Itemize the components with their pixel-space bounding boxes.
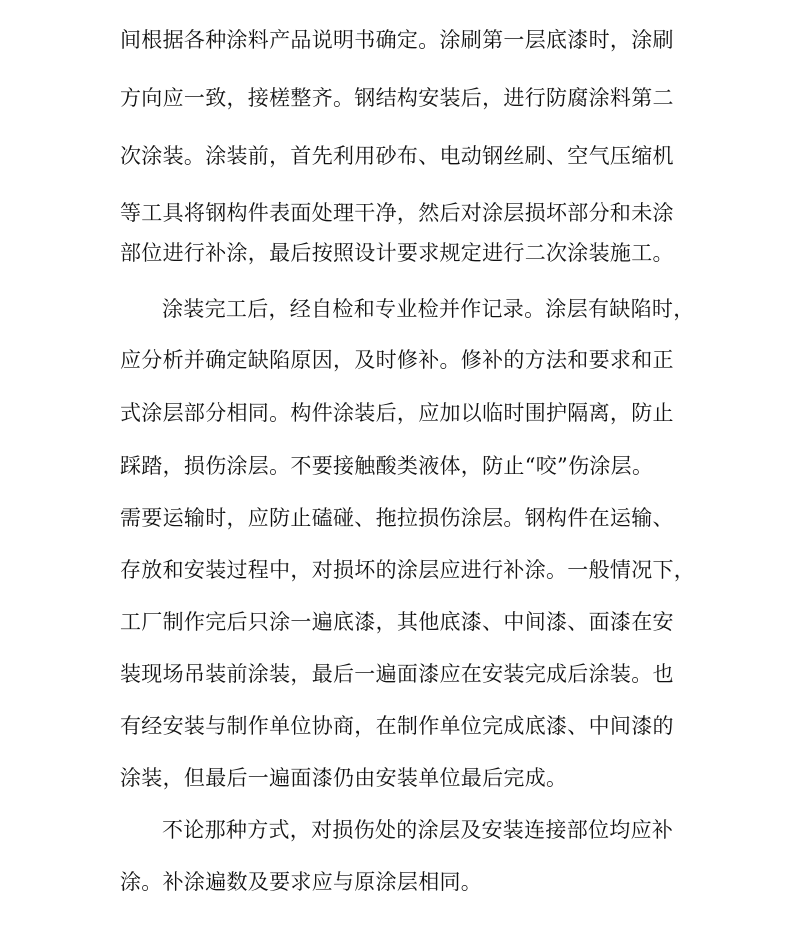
- text-line: 工厂制作完后只涂一遍底漆，其他底漆、中间漆、面漆在安: [120, 610, 674, 634]
- text-line: 方向应一致，接槎整齐。钢结构安装后，进行防腐涂料第二: [120, 86, 674, 110]
- text-line: 部位进行补涂，最后按照设计要求规定进行二次涂装施工。: [120, 241, 674, 265]
- text-line: 需要运输时，应防止磕碰、拖拉损伤涂层。钢构件在运输、: [120, 506, 674, 530]
- text-line: 涂。补涂遍数及要求应与原涂层相同。: [120, 870, 483, 894]
- text-line: 装现场吊装前涂装，最后一遍面漆应在安装完成后涂装。也: [120, 662, 674, 686]
- text-line: 应分析并确定缺陷原因，及时修补。修补的方法和要求和正: [120, 348, 674, 372]
- text-line: 次涂装。涂装前，首先利用砂布、电动钢丝刷、空气压缩机: [120, 144, 674, 168]
- text-line: 间根据各种涂料产品说明书确定。涂刷第一层底漆时，涂刷: [120, 28, 674, 52]
- text-line: 踩踏，损伤涂层。不要接触酸类液体，防止“咬”伤涂层。: [120, 454, 654, 478]
- text-line: 涂装，但最后一遍面漆仍由安装单位最后完成。: [120, 766, 568, 790]
- text-line: 涂装完工后，经自检和专业检并作记录。涂层有缺陷时，: [162, 297, 695, 321]
- text-line: 不论那种方式，对损伤处的涂层及安装连接部位均应补: [162, 818, 674, 842]
- text-line: 等工具将钢构件表面处理干净，然后对涂层损坏部分和未涂: [120, 201, 674, 225]
- document-page: [120, 0, 696, 939]
- text-line: 有经安装与制作单位协商，在制作单位完成底漆、中间漆的: [120, 714, 674, 738]
- text-line: 式涂层部分相同。构件涂装后，应加以临时围护隔离，防止: [120, 401, 674, 425]
- text-line: 存放和安装过程中，对损坏的涂层应进行补涂。一般情况下，: [120, 558, 696, 582]
